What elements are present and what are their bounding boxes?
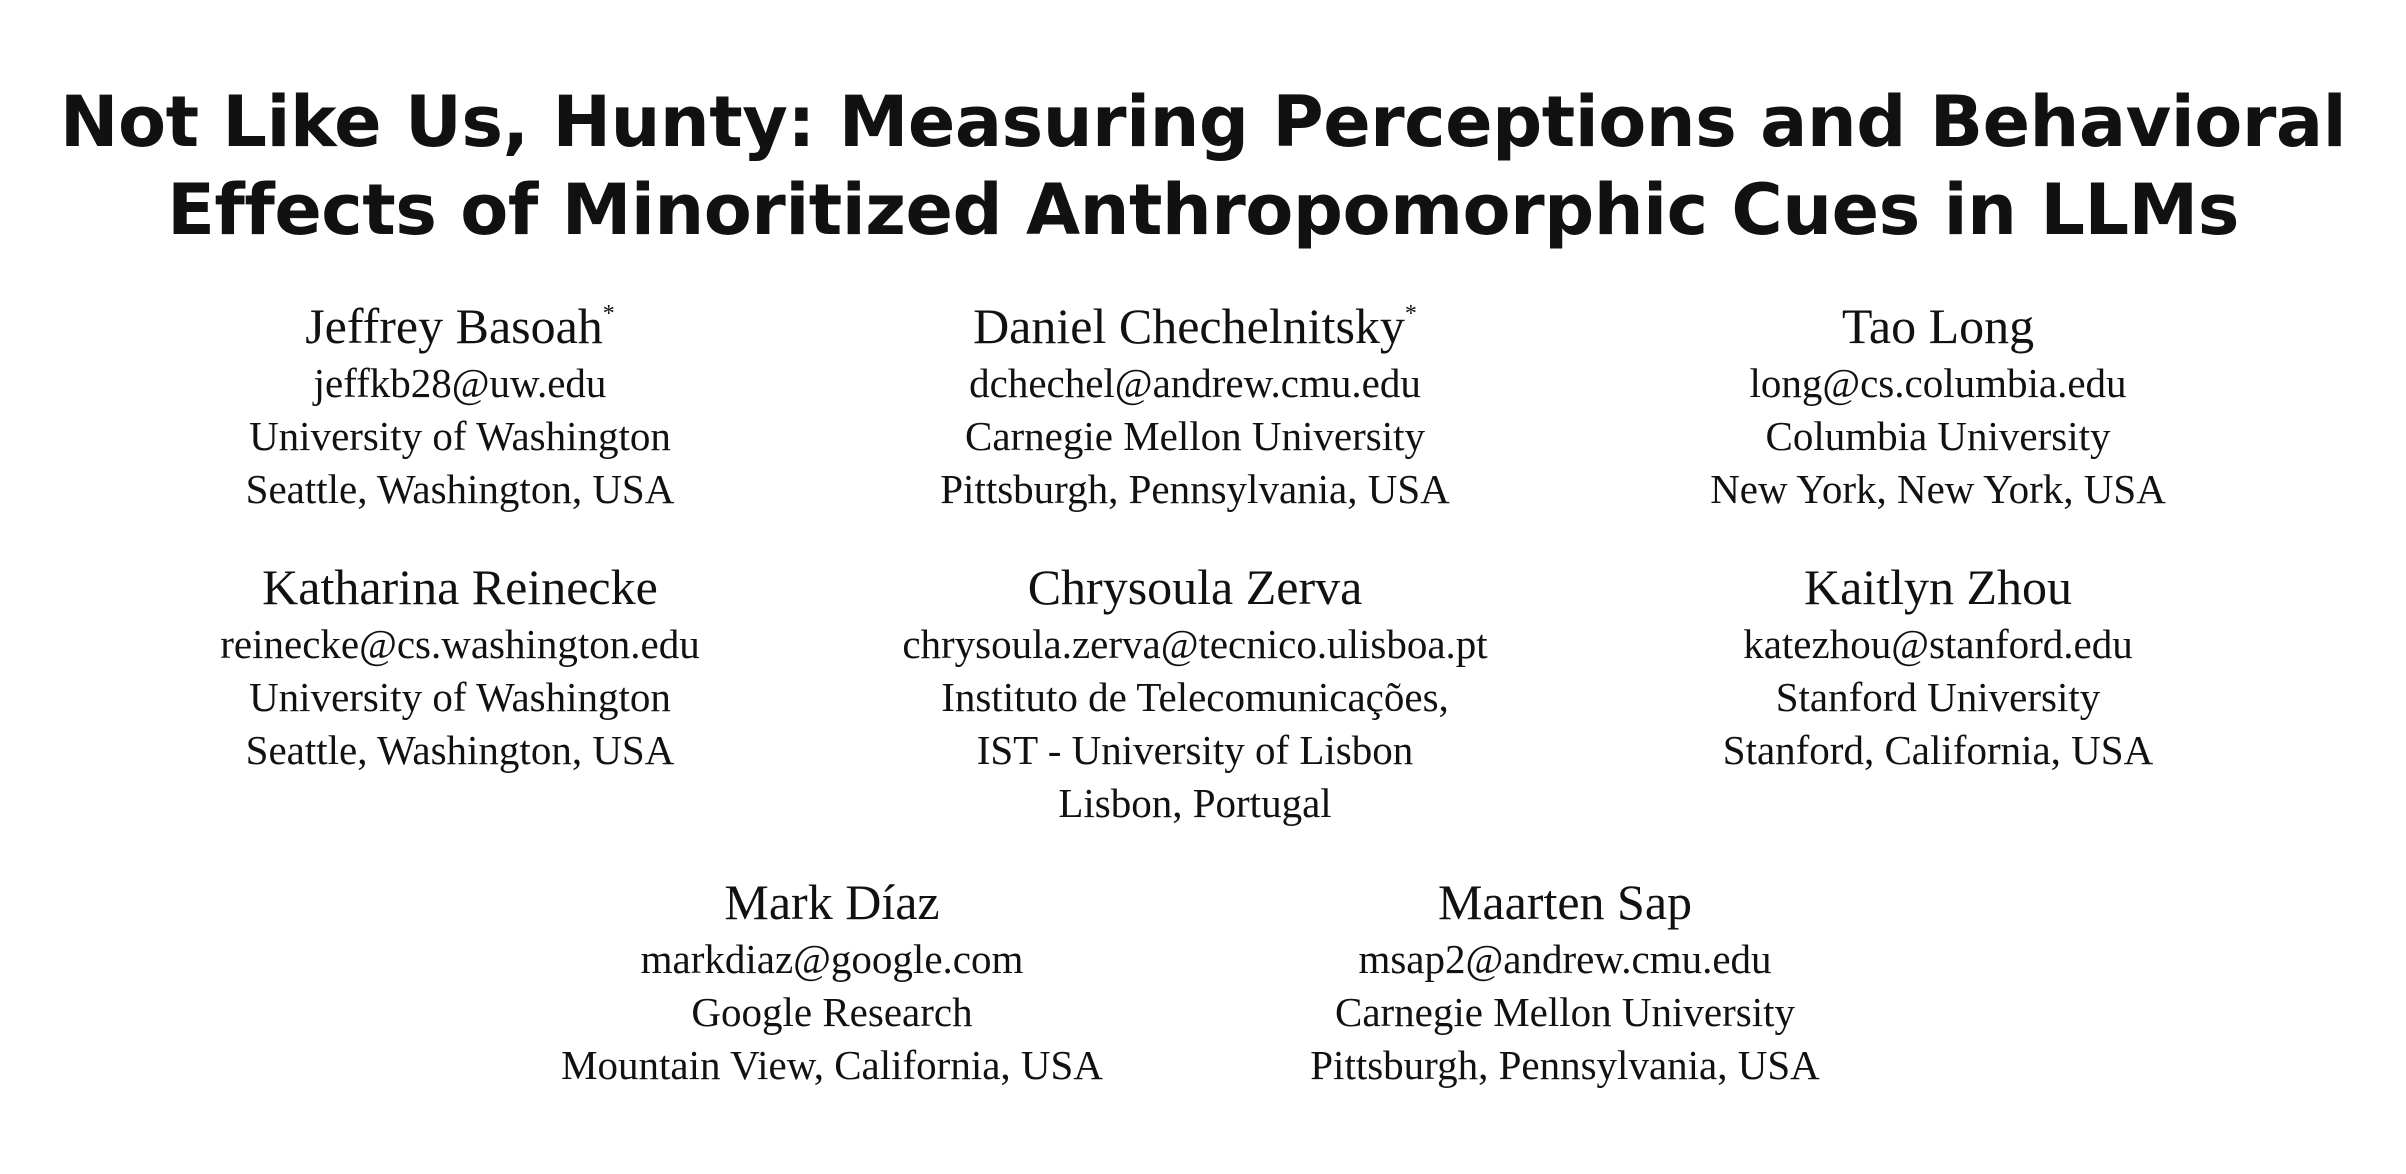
author-location: Mountain View, California, USA	[561, 1042, 1103, 1088]
author-affiliation: Columbia University	[1765, 413, 2111, 459]
author-name: Maarten Sap	[1437, 874, 1693, 930]
author-name: Kaitlyn Zhou	[1803, 559, 2073, 615]
author-affiliation-line-2: IST - University of Lisbon	[976, 727, 1414, 773]
author-block-kaitlyn-zhou	[1578, 556, 2298, 777]
author-name: Katharina Reinecke	[262, 559, 658, 615]
paper-title-line-1: Not Like Us, Hunty: Measuring Perceptions and Behavioral	[59, 81, 2347, 163]
author-location: Pittsburgh, Pennsylvania, USA	[940, 466, 1450, 512]
author-email[interactable]: markdiaz@google.com	[640, 936, 1024, 982]
author-location: Seattle, Washington, USA	[245, 466, 675, 512]
author-affiliation: University of Washington	[249, 674, 671, 720]
author-location: Pittsburgh, Pennsylvania, USA	[1310, 1042, 1820, 1088]
author-affiliation: Google Research	[691, 989, 973, 1035]
paper-title-line-2: Effects of Minoritized Anthropomorphic Cues in LLMs	[167, 169, 2239, 251]
author-name: Chrysoula Zerva	[1027, 559, 1363, 615]
author-email[interactable]: long@cs.columbia.edu	[1749, 360, 2127, 406]
author-block-mark-diaz	[472, 871, 1192, 1092]
author-block-katharina-reinecke	[100, 556, 820, 777]
author-email[interactable]: katezhou@stanford.edu	[1743, 621, 2133, 667]
author-location: New York, New York, USA	[1710, 466, 2166, 512]
author-name: Tao Long	[1841, 298, 2035, 354]
author-block-tao-long	[1578, 295, 2298, 516]
author-email[interactable]: dchechel@andrew.cmu.edu	[969, 360, 1421, 406]
author-name: Daniel Chechelnitsky*	[973, 298, 1417, 354]
author-email[interactable]: reinecke@cs.washington.edu	[220, 621, 700, 667]
equal-contribution-mark: *	[1404, 301, 1417, 327]
author-block-maarten-sap	[1205, 871, 1925, 1092]
author-block-jeffrey-basoah	[100, 295, 820, 516]
author-name: Mark Díaz	[724, 874, 940, 930]
author-email[interactable]: chrysoula.zerva@tecnico.ulisboa.pt	[902, 621, 1488, 667]
author-affiliation: Carnegie Mellon University	[964, 413, 1425, 459]
author-affiliation: Carnegie Mellon University	[1334, 989, 1795, 1035]
author-name: Jeffrey Basoah*	[305, 298, 615, 354]
author-affiliation: University of Washington	[249, 413, 671, 459]
author-block-chrysoula-zerva	[835, 556, 1555, 830]
author-affiliation: Instituto de Telecomunicações,	[941, 674, 1449, 720]
author-email[interactable]: msap2@andrew.cmu.edu	[1358, 936, 1772, 982]
author-location: Stanford, California, USA	[1722, 727, 2154, 773]
author-location: Seattle, Washington, USA	[245, 727, 675, 773]
author-affiliation: Stanford University	[1775, 674, 2101, 720]
author-email[interactable]: jeffkb28@uw.edu	[313, 360, 607, 406]
author-block-daniel-chechelnitsky	[835, 295, 1555, 516]
author-location: Lisbon, Portugal	[1058, 780, 1332, 826]
equal-contribution-mark: *	[602, 301, 615, 327]
